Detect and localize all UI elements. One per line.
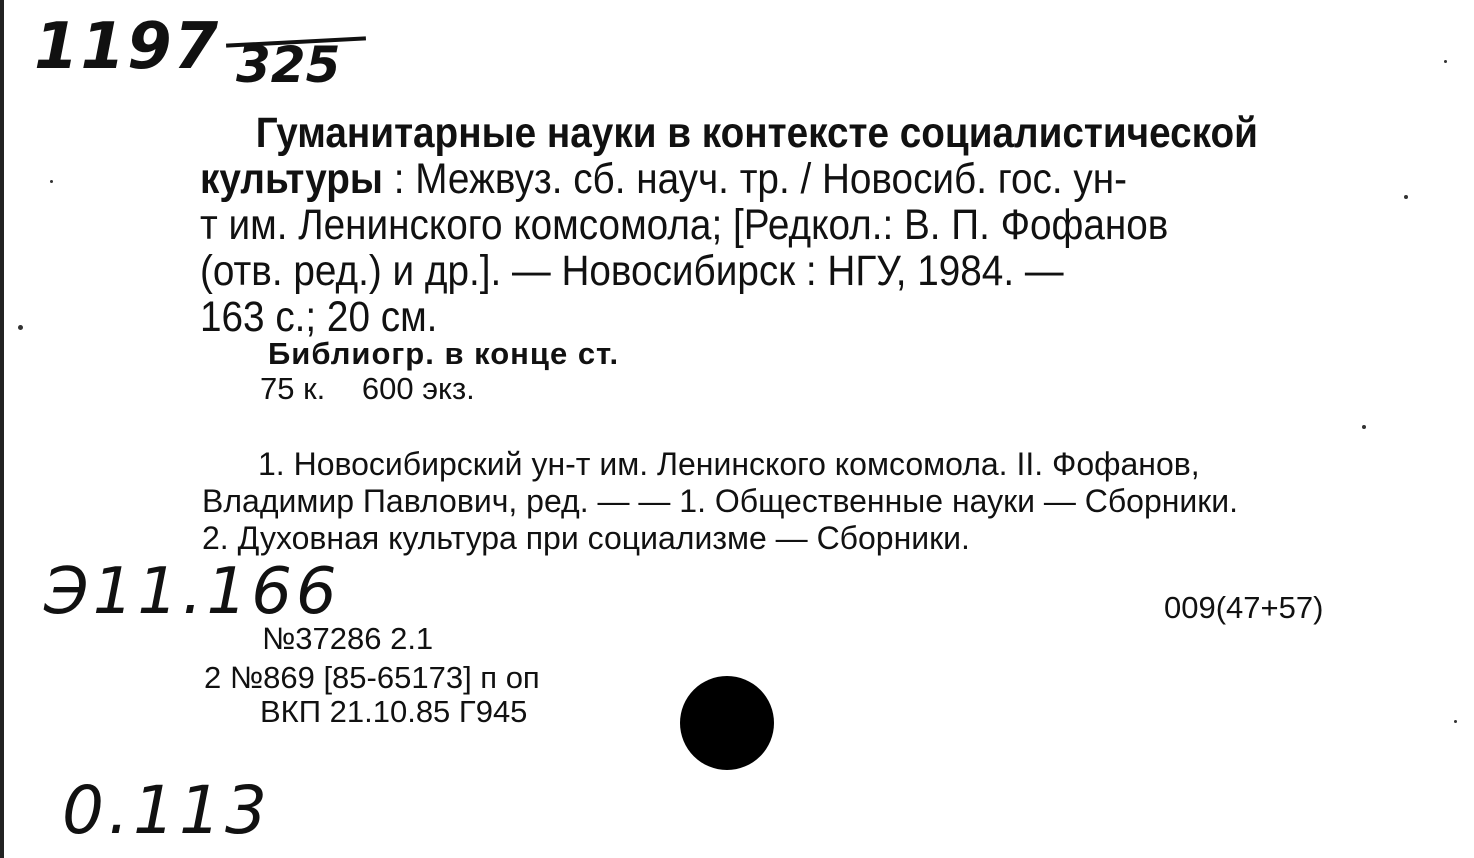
copies: 600 экз. (361, 371, 475, 406)
card-punch-hole (680, 676, 774, 770)
entry-line-2 (200, 156, 1368, 202)
entry-line-2-rest: : Межвуз. сб. науч. тр. / Новосиб. гос. ун- (382, 155, 1127, 203)
entry-line-4 (200, 248, 1368, 294)
registration-code: №37286 2.1 (262, 621, 434, 656)
price-line (260, 372, 503, 406)
tracing-line-3 (202, 520, 1368, 557)
scan-speck (1404, 195, 1408, 199)
title-part-1: Гуманитарные науки в контексте социалистической (255, 109, 1258, 157)
handwritten-number-top-left: 1197 (34, 10, 221, 84)
price: 75 к. (260, 371, 326, 406)
tracing-text-2: Владимир Павлович, ред. — — 1. Общественные науки — Сборники. (202, 483, 1239, 519)
scan-speck (50, 180, 53, 183)
entry-line-3 (200, 202, 1368, 248)
scan-speck (1362, 425, 1366, 429)
entry-line-5 (200, 294, 1368, 340)
entry-line-1 (200, 110, 1368, 156)
tracing-line-1 (202, 446, 1368, 483)
entry-line-3-text: т им. Ленинского комсомола; [Редкол.: В. П. Фофанов (200, 201, 1169, 249)
scan-speck (1454, 720, 1457, 723)
handwritten-number-top-right: 325 (236, 36, 341, 94)
handwritten-shelf-mark: Э11.166 (44, 555, 341, 629)
scan-speck (18, 325, 23, 330)
tracing-line-2 (202, 483, 1368, 520)
tracing-text-1: 1. Новосибирский ун-т им. Ленинского комсомола. II. Фофанов, (258, 446, 1200, 482)
entry-line-5-text: 163 с.; 20 см. (200, 293, 438, 341)
tracing-text-3: 2. Духовная культура при социализме — Сборники. (202, 520, 970, 556)
vkp-code: ВКП 21.10.85 Г945 (260, 694, 528, 729)
scan-speck (1444, 60, 1447, 63)
order-code: 2 №869 [85-65173] п оп (204, 660, 540, 695)
bibliographic-entry (200, 110, 1368, 340)
tracings (202, 446, 1368, 557)
entry-line-4-text: (отв. ред.) и др.]. — Новосибирск : НГУ, 1984. — (200, 247, 1064, 295)
title-part-2: культуры (200, 155, 383, 203)
handwritten-number-bottom: 0.113 (62, 772, 271, 849)
bibliography-note: Библиогр. в конце ст. (268, 336, 620, 371)
udc-code: 009(47+57) (1164, 590, 1324, 625)
